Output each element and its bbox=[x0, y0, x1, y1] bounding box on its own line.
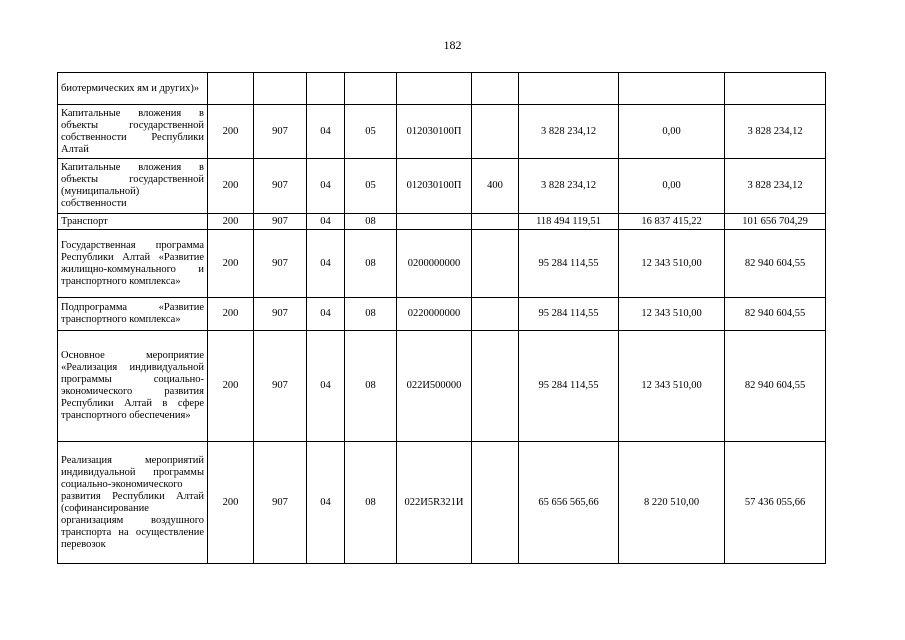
cell-c5 bbox=[397, 214, 472, 230]
cell-c1: 200 bbox=[208, 298, 254, 331]
cell-v2: 0,00 bbox=[619, 105, 725, 159]
cell-c4 bbox=[345, 73, 397, 105]
cell-c3 bbox=[307, 73, 345, 105]
cell-v2: 8 220 510,00 bbox=[619, 442, 725, 564]
cell-c6 bbox=[472, 442, 519, 564]
cell-v3: 82 940 604,55 bbox=[725, 331, 826, 442]
table-row bbox=[58, 230, 826, 298]
cell-c2: 907 bbox=[254, 442, 307, 564]
cell-c1 bbox=[208, 73, 254, 105]
cell-v1 bbox=[519, 73, 619, 105]
cell-c3: 04 bbox=[307, 331, 345, 442]
row-name: биотермических ям и других)» bbox=[58, 73, 208, 105]
cell-v1: 65 656 565,66 bbox=[519, 442, 619, 564]
table-row bbox=[58, 105, 826, 159]
cell-v3: 82 940 604,55 bbox=[725, 298, 826, 331]
cell-c3: 04 bbox=[307, 105, 345, 159]
cell-c5: 012030100П bbox=[397, 159, 472, 214]
cell-c5: 0220000000 bbox=[397, 298, 472, 331]
cell-c5: 0200000000 bbox=[397, 230, 472, 298]
table-row bbox=[58, 331, 826, 442]
cell-v2: 12 343 510,00 bbox=[619, 331, 725, 442]
cell-v3: 3 828 234,12 bbox=[725, 105, 826, 159]
cell-c2: 907 bbox=[254, 159, 307, 214]
cell-c2: 907 bbox=[254, 298, 307, 331]
row-name: Капитальные вложения в объекты государственной (муниципальной) собственности bbox=[58, 159, 208, 214]
cell-c2: 907 bbox=[254, 214, 307, 230]
cell-c1: 200 bbox=[208, 331, 254, 442]
cell-v1: 95 284 114,55 bbox=[519, 230, 619, 298]
table-row bbox=[58, 159, 826, 214]
cell-v1: 118 494 119,51 bbox=[519, 214, 619, 230]
cell-c5: 022И500000 bbox=[397, 331, 472, 442]
cell-c5: 012030100П bbox=[397, 105, 472, 159]
cell-c6 bbox=[472, 214, 519, 230]
cell-c4: 08 bbox=[345, 298, 397, 331]
cell-c2 bbox=[254, 73, 307, 105]
cell-c3: 04 bbox=[307, 159, 345, 214]
cell-v3: 101 656 704,29 bbox=[725, 214, 826, 230]
row-name: Реализация мероприятий индивидуальной программы социально-экономического развития Республики Алтай (софинансирование организациям воздушного транспорта на осуществление перевозок bbox=[58, 442, 208, 564]
cell-c3: 04 bbox=[307, 298, 345, 331]
table-row bbox=[58, 73, 826, 105]
cell-c6 bbox=[472, 105, 519, 159]
cell-v1: 3 828 234,12 bbox=[519, 159, 619, 214]
cell-v1: 95 284 114,55 bbox=[519, 331, 619, 442]
cell-c2: 907 bbox=[254, 331, 307, 442]
table-row bbox=[58, 214, 826, 230]
row-name: Подпрограмма «Развитие транспортного комплекса» bbox=[58, 298, 208, 331]
cell-v1: 95 284 114,55 bbox=[519, 298, 619, 331]
row-name: Транспорт bbox=[58, 214, 208, 230]
cell-v3: 82 940 604,55 bbox=[725, 230, 826, 298]
cell-c4: 05 bbox=[345, 105, 397, 159]
cell-v2: 12 343 510,00 bbox=[619, 298, 725, 331]
cell-v3: 3 828 234,12 bbox=[725, 159, 826, 214]
cell-c6 bbox=[472, 73, 519, 105]
table-row bbox=[58, 298, 826, 331]
row-name: Основное мероприятие «Реализация индивидуальной программы социально-экономического развития Республики Алтай в сфере транспортного обеспечения» bbox=[58, 331, 208, 442]
cell-c1: 200 bbox=[208, 214, 254, 230]
cell-c5 bbox=[397, 73, 472, 105]
cell-c4: 08 bbox=[345, 230, 397, 298]
cell-c4: 08 bbox=[345, 442, 397, 564]
cell-c6 bbox=[472, 230, 519, 298]
cell-v2: 0,00 bbox=[619, 159, 725, 214]
cell-c2: 907 bbox=[254, 230, 307, 298]
cell-v3: 57 436 055,66 bbox=[725, 442, 826, 564]
cell-c4: 08 bbox=[345, 214, 397, 230]
cell-c1: 200 bbox=[208, 442, 254, 564]
cell-c4: 05 bbox=[345, 159, 397, 214]
cell-c2: 907 bbox=[254, 105, 307, 159]
cell-c3: 04 bbox=[307, 214, 345, 230]
cell-c4: 08 bbox=[345, 331, 397, 442]
page-number: 182 bbox=[443, 38, 462, 52]
cell-c6 bbox=[472, 298, 519, 331]
cell-c1: 200 bbox=[208, 159, 254, 214]
cell-c1: 200 bbox=[208, 105, 254, 159]
row-name: Государственная программа Республики Алтай «Развитие жилищно-коммунального и транспортного комплекса» bbox=[58, 230, 208, 298]
cell-c3: 04 bbox=[307, 230, 345, 298]
cell-c5: 022И5R321И bbox=[397, 442, 472, 564]
cell-v2 bbox=[619, 73, 725, 105]
cell-v3 bbox=[725, 73, 826, 105]
cell-c6 bbox=[472, 331, 519, 442]
table-row bbox=[58, 442, 826, 564]
cell-c6: 400 bbox=[472, 159, 519, 214]
cell-v2: 16 837 415,22 bbox=[619, 214, 725, 230]
cell-c3: 04 bbox=[307, 442, 345, 564]
cell-c1: 200 bbox=[208, 230, 254, 298]
row-name: Капитальные вложения в объекты государственной собственности Республики Алтай bbox=[58, 105, 208, 159]
budget-table bbox=[57, 72, 826, 564]
cell-v1: 3 828 234,12 bbox=[519, 105, 619, 159]
cell-v2: 12 343 510,00 bbox=[619, 230, 725, 298]
